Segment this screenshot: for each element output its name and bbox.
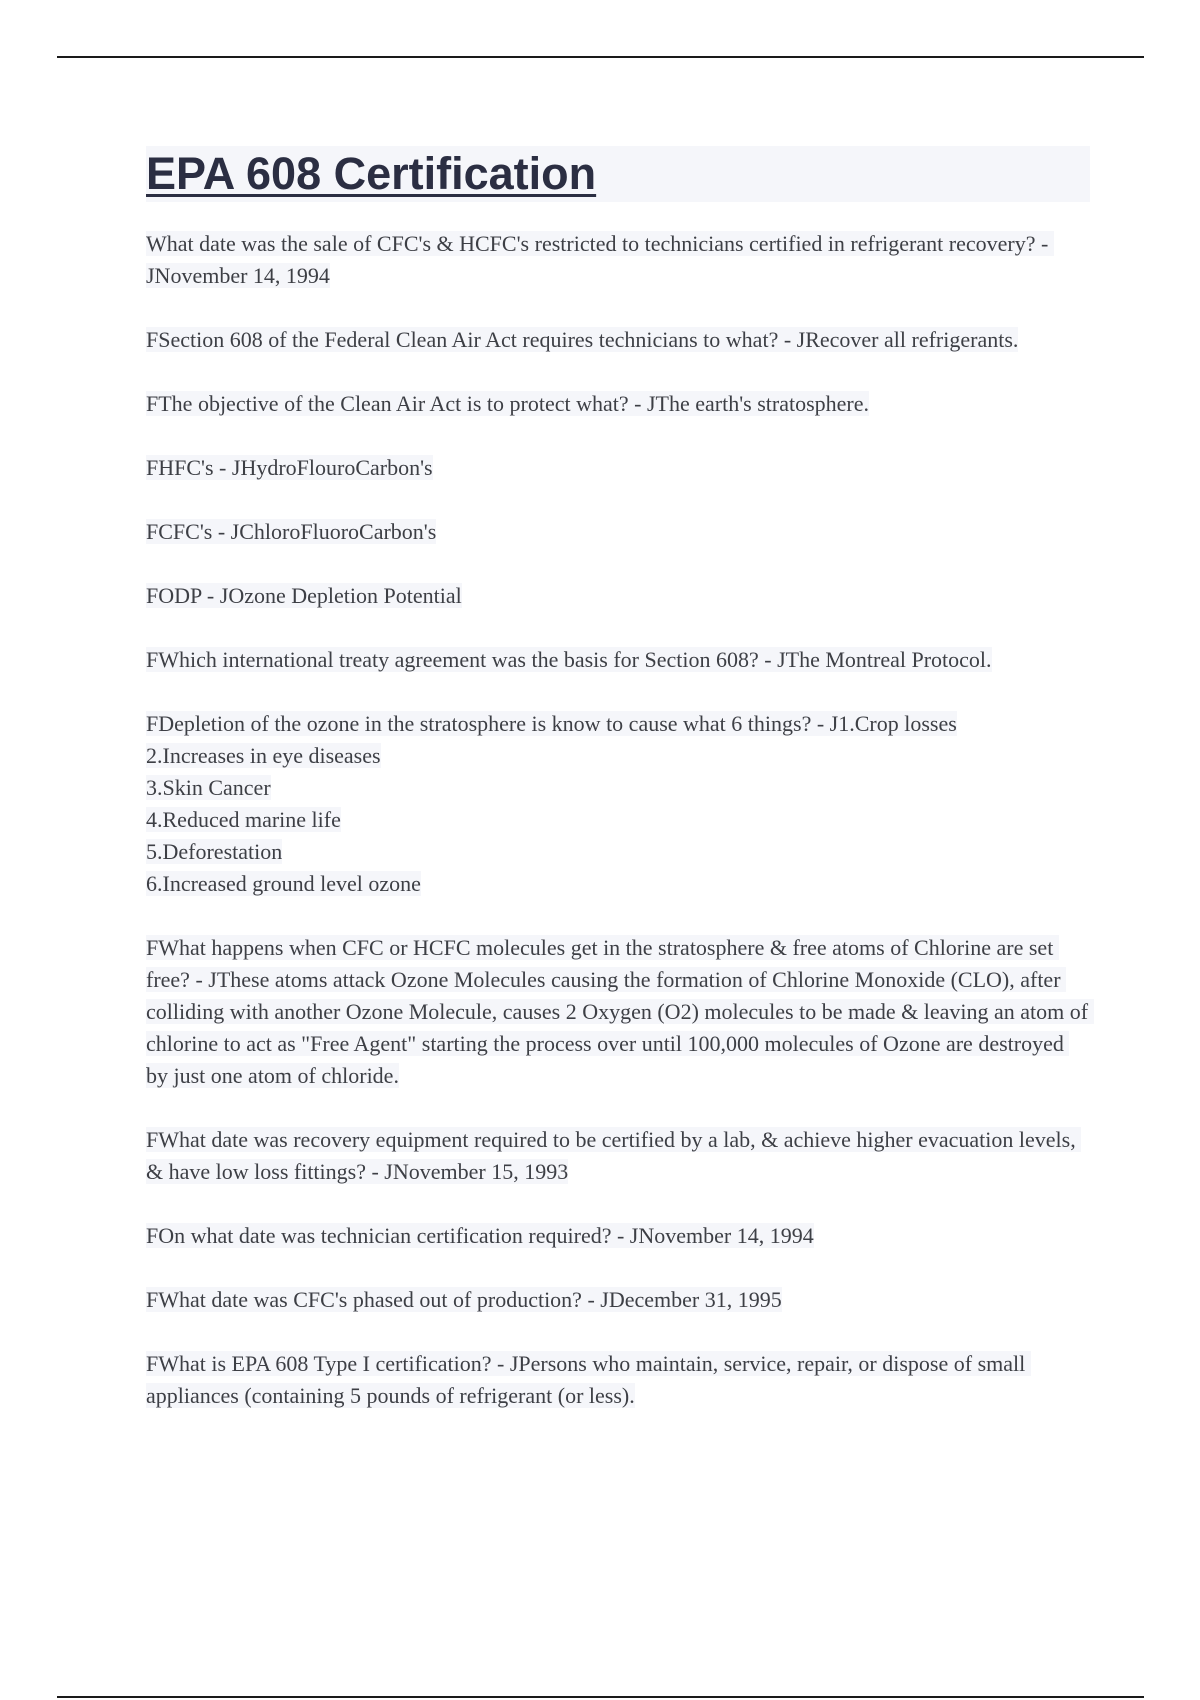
qa-item-type-i-certification: FWhat is EPA 608 Type I certification? - JPersons who maintain, service, repair, or dispose of small appliances (containing 5 pounds of refrigerant (or less).	[146, 1351, 1031, 1408]
top-rule	[57, 56, 1144, 58]
qa-item-technician-certification-date: FOn what date was technician certification required? - JNovember 14, 1994	[146, 1223, 814, 1248]
qa-item-ozone-depletion-effects: FDepletion of the ozone in the stratosphere is know to cause what 6 things? - J1.Crop losses 2.Increases in eye diseases 3.Skin Cancer 4.Reduced marine life 5.Deforestation 6.Increased ground level ozone	[146, 711, 957, 896]
qa-item-treaty-basis: FWhich international treaty agreement was the basis for Section 608? - JThe Montreal Protocol.	[146, 647, 992, 672]
qa-item-section-608-requirement: FSection 608 of the Federal Clean Air Act requires technicians to what? - JRecover all refrigerants.	[146, 327, 1019, 352]
qa-item-cfc-phaseout-date: FWhat date was CFC's phased out of production? - JDecember 31, 1995	[146, 1287, 782, 1312]
bottom-rule	[57, 1696, 1144, 1698]
title-block	[146, 146, 1090, 202]
qa-item-odp-definition: FODP - JOzone Depletion Potential	[146, 583, 462, 608]
qa-item-sale-restriction-date: What date was the sale of CFC's & HCFC's restricted to technicians certified in refrigerant recovery? - JNovember 14, 1994	[146, 231, 1054, 288]
document-title: EPA 608 Certification	[146, 148, 597, 199]
qa-item-hfc-definition: FHFC's - JHydroFlouroCarbon's	[146, 455, 433, 480]
qa-item-clean-air-act-objective: FThe objective of the Clean Air Act is to protect what? - JThe earth's stratosphere.	[146, 391, 870, 416]
qa-item-chlorine-process: FWhat happens when CFC or HCFC molecules get in the stratosphere & free atoms of Chlorine are set free? - JThese atoms attack Ozone Molecules causing the formation of Chlorine Monoxide (CLO), after colliding with another Ozone Molecule, causes 2 Oxygen (O2) molecules to be made & leaving an atom of chlorine to act as "Free Agent" starting the process over until 100,000 molecules of Ozone are destroyed by just one atom of chloride.	[146, 935, 1094, 1088]
qa-item-cfc-definition: FCFC's - JChloroFluoroCarbon's	[146, 519, 437, 544]
document-body	[146, 146, 1094, 1444]
qa-item-recovery-equipment-date: FWhat date was recovery equipment required to be certified by a lab, & achieve higher evacuation levels, & have low loss fittings? - JNovember 15, 1993	[146, 1127, 1082, 1184]
